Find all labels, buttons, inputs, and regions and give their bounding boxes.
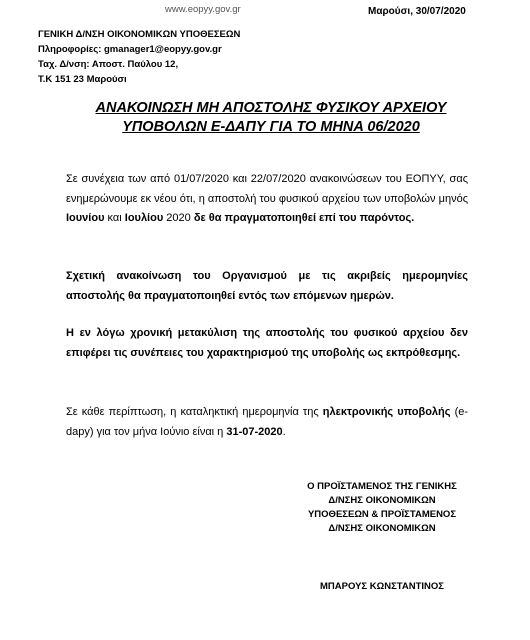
p1-bold-july: Ιουλίου: [124, 212, 164, 224]
paragraph-3: Η εν λόγω χρονική μετακύλιση της αποστολής του φυσικού αρχείου δεν επιφέρει τις συνέπειες του χαρακτηρισμού της υποβολής ως εκπρόθεσμης.: [66, 327, 468, 359]
p1-bold-statement: δε θα πραγματοποιηθεί επί του παρόντος.: [193, 212, 415, 224]
sender-contact: Πληροφορίες: gmanager1@eopyy.gov.gr: [38, 44, 222, 55]
sender-department: ΓΕΝΙΚΗ Δ/ΝΣΗ ΟΙΚΟΝΟΜΙΚΩΝ ΥΠΟΘΕΣΕΩΝ: [38, 29, 241, 40]
paragraph-4: [66, 403, 468, 442]
paragraph-2: Σχετική ανακοίνωση του Οργανισμού με τις ακριβείς ημερομηνίες αποστολής θα πραγματοποιηθεί εντός των επόμενων ημερών.: [66, 270, 468, 302]
header-url: www.eopyy.gov.gr: [165, 4, 241, 15]
p1-text-3: 2020: [163, 212, 194, 224]
p4-text-2: (e-dapy) για τον μήνα Ιούνιο είναι η: [66, 406, 469, 438]
p4-bold-deadline: 31-07-2020: [226, 425, 283, 438]
p4-bold-electronic-submission: ηλεκτρονικής υποβολής: [322, 406, 451, 418]
p1-bold-june: Ιουνίου: [66, 212, 105, 224]
p1-text-1: Σε συνέχεια των από 01/07/2020 και 22/07/2020 ανακοινώσεων του ΕΟΠΥΥ, σας ενημερώνουμε εκ νέου ότι, η αποστολή του φυσικού αρχείου των υποβολών μηνός: [66, 173, 468, 205]
signature-title-block: [262, 480, 502, 536]
signature-line-2: Δ/ΝΣΗΣ ΟΙΚΟΝΟΜΙΚΩΝ: [328, 495, 436, 506]
sender-postcode: Τ.Κ 151 23 Μαρούσι: [38, 74, 127, 85]
title-line-2: ΥΠΟΒΟΛΩΝ Ε-ΔΑΠΥ ΓΙΑ ΤΟ ΜΗΝΑ 06/2020: [122, 119, 420, 135]
signature-line-1: Ο ΠΡΟΪΣΤΑΜΕΝΟΣ ΤΗΣ ΓΕΝΙΚΗΣ: [307, 481, 457, 492]
p4-text-1: Σε κάθε περίπτωση, η καταληκτική ημερομηνία της: [66, 406, 323, 418]
p4-text-3: .: [282, 425, 286, 438]
announcement-title: [0, 99, 530, 137]
p1-text-2: και: [104, 212, 125, 224]
document-date: Μαρούσι, 30/07/2020: [368, 6, 466, 17]
sender-address: Ταχ. Δ/νση: Αποστ. Παύλου 12,: [38, 59, 179, 70]
sender-block: [38, 27, 240, 87]
signer-name: ΜΠΑΡΟΥΣ ΚΩΝΣΤΑΝΤΙΝΟΣ: [319, 581, 445, 592]
title-line-1: ΑΝΑΚΟΙΝΩΣΗ ΜΗ ΑΠΟΣΤΟΛΗΣ ΦΥΣΙΚΟΥ ΑΡΧΕΙΟΥ: [95, 100, 447, 116]
signature-line-3: ΥΠΟΘΕΣΕΩΝ & ΠΡΟΪΣΤΑΜΕΝΟΣ: [307, 509, 457, 520]
paragraph-1: [66, 170, 468, 229]
signature-line-4: Δ/ΝΣΗΣ ΟΙΚΟΝΟΜΙΚΩΝ: [328, 523, 436, 534]
